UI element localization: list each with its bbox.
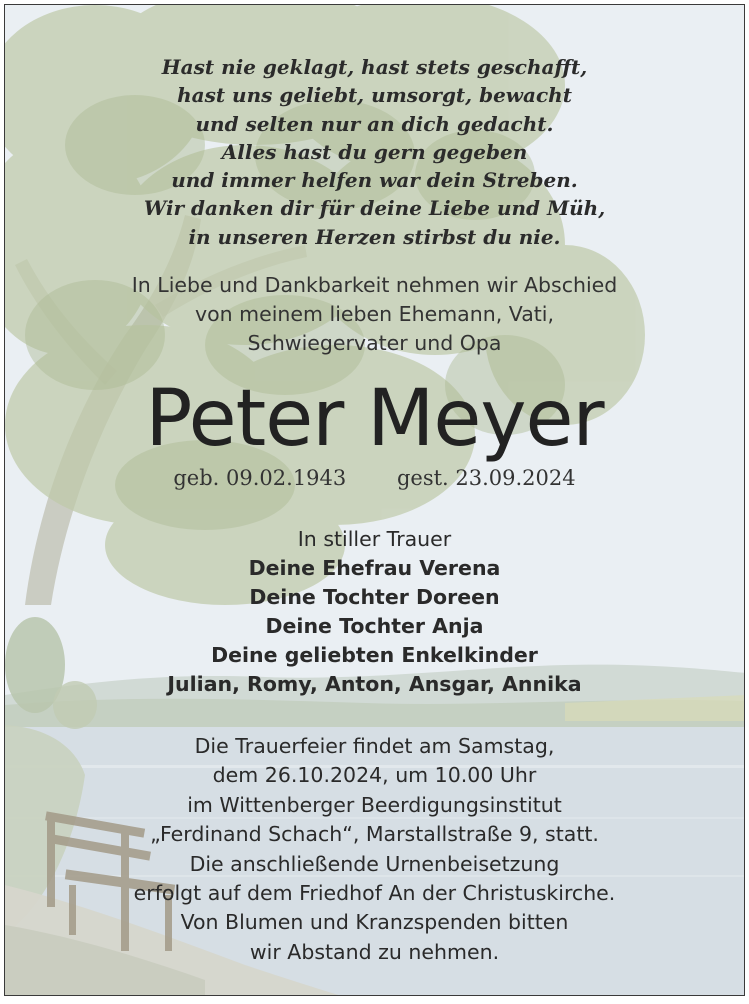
mourners-heading: In stiller Trauer — [297, 527, 452, 551]
obituary-card — [4, 4, 745, 996]
life-dates — [5, 463, 744, 493]
intro-line: Schwiegervater und Opa — [247, 331, 502, 355]
poem-line: Wir danken dir für deine Liebe und Müh, — [143, 196, 606, 221]
notice-line: wir Abstand zu nehmen. — [249, 939, 500, 964]
notice-line: Die anschließende Urnenbeisetzung — [189, 851, 560, 876]
poem-line: in unseren Herzen stirbst du nie. — [188, 224, 561, 249]
poem-line: und immer helfen war dein Streben. — [171, 168, 578, 193]
intro-line: In Liebe und Dankbarkeit nehmen wir Abschied — [131, 273, 618, 297]
mourner-line: Julian, Romy, Anton, Ansgar, Annika — [167, 672, 582, 696]
mourner-line: Deine Ehefrau Verena — [248, 556, 501, 580]
mourner-line: Deine geliebten Enkelkinder — [211, 643, 538, 667]
intro-line: von meinem lieben Ehemann, Vati, — [194, 302, 555, 326]
poem-line: hast uns geliebt, umsorgt, bewacht — [177, 83, 572, 108]
notice-line: erfolgt auf dem Friedhof An der Christuskirche. — [133, 881, 616, 906]
obituary-content — [5, 5, 744, 995]
poem-line: Alles hast du gern gegeben — [221, 139, 528, 164]
notice-line: dem 26.10.2024, um 10.00 Uhr — [212, 763, 537, 788]
notice-line: im Wittenberger Beerdigungsinstitut — [187, 792, 562, 817]
notice-line: Die Trauerfeier findet am Samstag, — [194, 734, 555, 758]
poem-line: Hast nie geklagt, hast stets geschafft, — [161, 55, 588, 79]
notice-line: „Ferdinand Schach“, Marstallstraße 9, statt. — [150, 822, 599, 847]
mourners-list — [5, 525, 744, 699]
poem-line: und selten nur an dich gedacht. — [195, 111, 554, 136]
funeral-notice — [5, 732, 744, 967]
notice-line: Von Blumen und Kranzspenden bitten — [180, 910, 569, 935]
memorial-poem — [5, 53, 744, 251]
farewell-intro — [5, 271, 744, 358]
birth-date: geb. 09.02.1943 — [173, 466, 347, 490]
mourner-line: Deine Tochter Doreen — [249, 585, 500, 609]
deceased-name: Peter Meyer — [145, 374, 604, 464]
mourner-line: Deine Tochter Anja — [265, 614, 484, 638]
death-date: gest. 23.09.2024 — [396, 466, 576, 490]
